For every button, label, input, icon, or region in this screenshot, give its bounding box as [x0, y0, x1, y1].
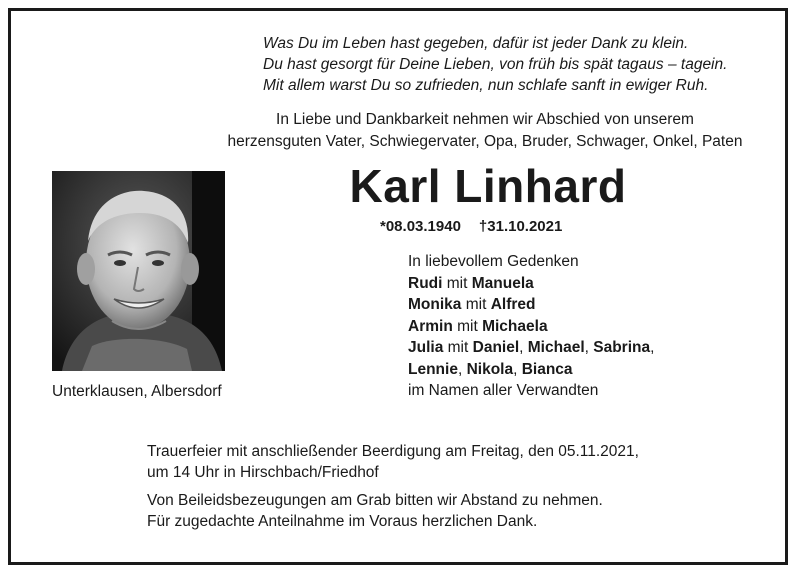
death-date: †31.10.2021 [478, 218, 563, 235]
intro-text [150, 109, 800, 153]
connector-text: mit [457, 317, 478, 335]
mourner-name: Rudi [408, 274, 443, 292]
note-line: Von Beileidsbezeugungen am Grab bitten wir Abstand zu nehmen. [147, 492, 603, 509]
intro-line: In Liebe und Dankbarkeit nehmen wir Abschied von unserem [276, 111, 694, 128]
intro-line: herzensguten Vater, Schwiegervater, Opa, Bruder, Schwager, Onkel, Paten [227, 133, 743, 150]
mourners-heading: In liebevollem Gedenken [408, 253, 579, 270]
mourner-name: Michaela [482, 317, 548, 335]
mourner-line [408, 273, 788, 295]
mourner-name: Julia [408, 339, 444, 356]
mourner-name: Armin [408, 317, 453, 335]
funeral-line: um 14 Uhr in Hirschbach/Friedhof [147, 464, 379, 481]
portrait-photo [52, 171, 225, 371]
mourner-line [408, 316, 788, 338]
place-of-residence: Unterklausen, Albersdorf [52, 383, 222, 400]
connector-text: mit [447, 339, 469, 356]
poem-line: Du hast gesorgt für Deine Lieben, von früh bis spät tagaus – tagein. [263, 56, 728, 73]
mourner-line: Julia mit Daniel, Michael, Sabrina, [408, 339, 655, 356]
poem-line: Mit allem warst Du so zufrieden, nun schlafe sanft in ewiger Ruh. [263, 77, 709, 94]
mourner-name: Sabrina [593, 339, 651, 356]
mourner-name: Monika [408, 296, 462, 313]
mourner-name: Bianca [521, 360, 573, 378]
poem-line: Was Du im Leben hast gegeben, dafür ist jeder Dank zu klein. [263, 35, 689, 52]
mourner-line [408, 294, 788, 316]
life-dates [380, 217, 620, 237]
mourner-name: Lennie [408, 360, 458, 378]
mourner-name: Daniel [472, 339, 520, 356]
connector-text: mit [465, 296, 487, 313]
funeral-line: Trauerfeier mit anschließender Beerdigung am Freitag, den 05.11.2021, [147, 443, 639, 460]
poem [263, 33, 783, 96]
mourner-name: Nikola [466, 360, 514, 378]
connector-text: mit [446, 274, 468, 292]
mourner-name: Manuela [471, 274, 534, 292]
deceased-name: Karl Linhard [349, 160, 627, 212]
mourner-name: Alfred [490, 296, 536, 313]
birth-date: *08.03.1940 [380, 218, 461, 235]
note-line: Für zugedachte Anteilnahme im Voraus herzlichen Dank. [147, 513, 538, 530]
portrait-photo-icon [52, 171, 225, 371]
mourner-line: Lennie, Nikola, Bianca [408, 360, 573, 378]
mourners-closing: im Namen aller Verwandten [408, 382, 599, 399]
mourner-name: Michael [527, 339, 585, 356]
spacer [147, 483, 767, 490]
mourners-list [408, 251, 788, 402]
funeral-information [147, 441, 767, 532]
